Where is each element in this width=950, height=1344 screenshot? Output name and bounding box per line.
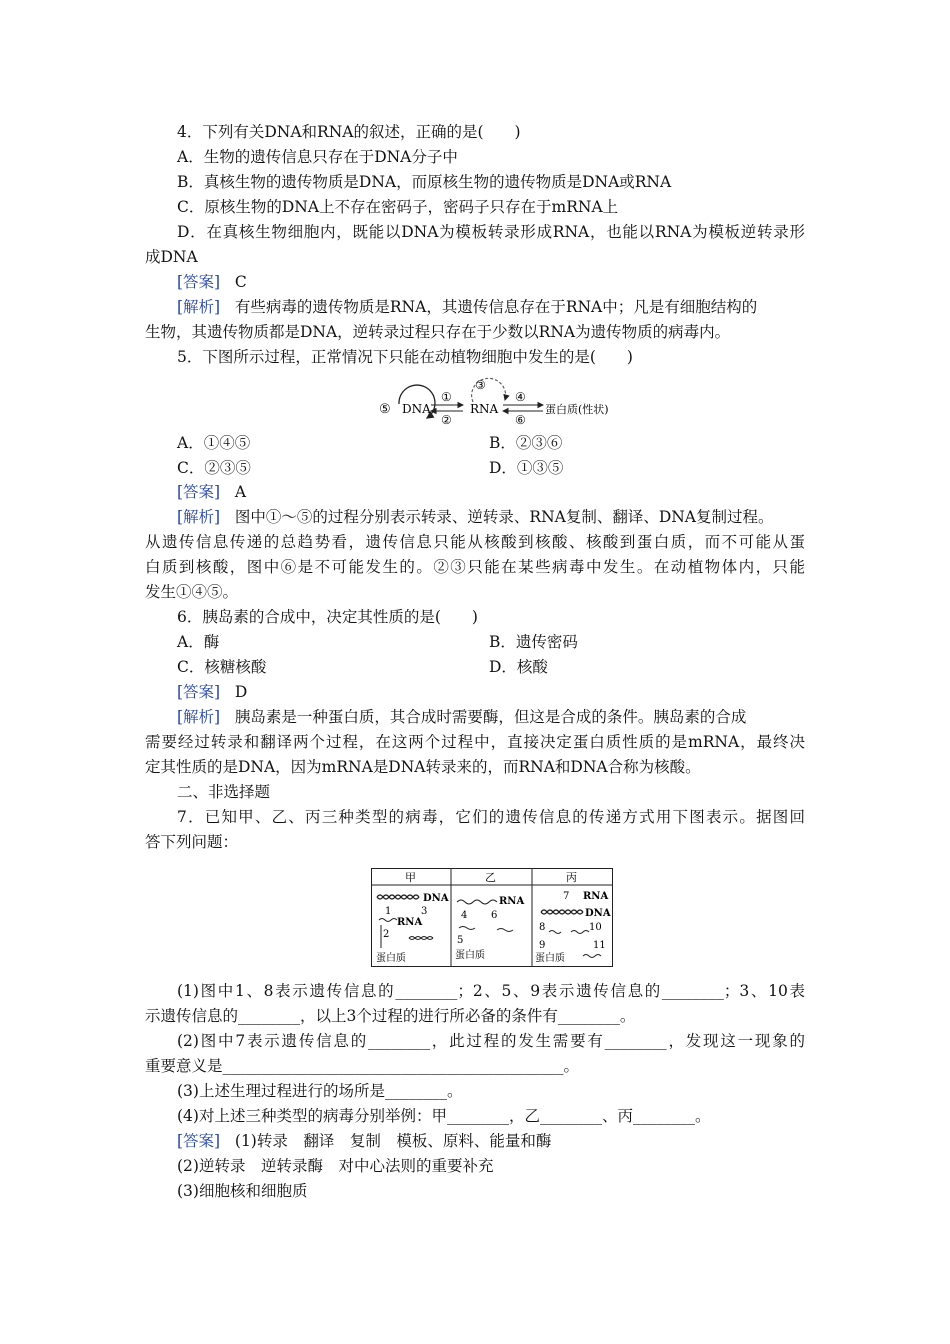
q5-option-a: A．①④⑤ [177,434,251,452]
q7-fig-yi-protein: 蛋白质 [455,950,485,961]
q7-fig-bing-n8: 8 [539,922,546,933]
q7-fig-col-yi: 乙 [485,871,496,884]
q4-analysis-text1: 有些病毒的遗传物质是RNA，其遗传信息存在于RNA中；凡是有细胞结构的 [234,298,758,316]
q7-fig-jia-n1: 1 [385,906,392,917]
q5-analysis-line3: 白质到核酸，图中⑥是不可能发生的。②③只能在某些病毒中发生。在动植物体内，只能 [145,558,805,576]
q7-part2-line1: (2)图中7表示遗传信息的________，此过程的发生需要有________，发现这一现象的 [177,1032,805,1050]
q5-fig-num5: ⑤ [379,402,391,417]
q5-analysis-line1 [177,507,774,527]
q6-analysis-line1 [177,707,746,727]
q7-fig-jia-rna-wave [379,919,397,922]
q5-central-dogma-figure [375,376,615,428]
q7-fig-bing-n7: 7 [563,891,570,902]
q7-part2-line2: 重要意义是____________________________________________。 [145,1057,580,1075]
q4-option-c: C．原核生物的DNA上不存在密码子，密码子只存在于mRNA上 [177,198,619,216]
q5-fig-num2: ② [441,413,452,427]
answer-tag: [答案] [177,273,221,291]
q7-answer-3: (3)细胞核和细胞质 [177,1182,308,1200]
q7-fig-jia-n3: 3 [421,906,428,917]
q7-fig-yi-rna: RNA [499,896,525,907]
q6-answer [177,682,247,702]
q7-part1-line1: (1)图中1、8表示遗传信息的________；2、5、9表示遗传信息的________；3、10表 [177,982,805,1000]
q7-part1-line2: 示遗传信息的________，以上3个过程的进行所必备的条件有________。 [145,1007,636,1025]
q5-analysis-line4: 发生①④⑤。 [145,583,239,601]
q5-option-b: B．②③⑥ [489,434,563,452]
q6-analysis-line2: 需要经过转录和翻译两个过程，在这两个过程中，直接决定蛋白质性质的是mRNA，最终决 [145,733,805,751]
q4-analysis-line2: 生物，其遗传物质都是DNA，逆转录过程只存在于少数以RNA为遗传物质的病毒内。 [145,323,731,341]
q7-fig-yi-rna-wave [457,900,497,904]
analysis-tag: [解析] [177,508,221,526]
q5-fig-num1: ① [441,390,452,404]
analysis-tag: [解析] [177,708,221,726]
q7-fig-yi-n6: 6 [491,910,498,921]
q7-fig-col-jia: 甲 [405,871,416,884]
answer-tag: [答案] [177,1132,221,1150]
q6-option-a: A．酶 [177,633,220,651]
q7-part4: (4)对上述三种类型的病毒分别举例：甲________，乙________、丙________。 [177,1107,711,1125]
q7-part3: (3)上述生理过程进行的场所是________。 [177,1082,463,1100]
q5-answer-value: A [234,483,247,501]
q7-fig-jia-protein: 蛋白质 [376,953,406,964]
q7-fig-bing-n9: 9 [539,940,546,951]
q5-fig-num3: ③ [475,378,486,392]
q7-fig-jia-dna: DNA [423,893,449,904]
q5-answer [177,482,246,502]
q7-virus-figure [371,868,613,968]
q4-answer-value: C [234,273,247,291]
q4-option-b: B．真核生物的遗传物质是DNA，而原核生物的遗传物质是DNA或RNA [177,173,672,191]
q7-fig-col-bing: 丙 [566,871,577,884]
q7-fig-bing-n10: 10 [589,922,602,933]
q7-fig-bing-dna: DNA [585,908,611,919]
q5-analysis-line2: 从遗传信息传递的总趋势看，遗传信息只能从核酸到核酸、核酸到蛋白质，而不可能从蛋 [145,533,805,551]
q7-stem-line1: 7．已知甲、乙、丙三种类型的病毒，它们的遗传信息的传递方式用下图表示。据图回 [177,808,805,826]
q7-fig-yi-n4: 4 [461,910,468,921]
q7-answer-1: (1)转录 翻译 复制 模板、原料、能量和酶 [234,1132,552,1150]
q4-stem: 4．下列有关DNA和RNA的叙述，正确的是( ) [177,123,521,141]
q7-fig-bing-protein: 蛋白质 [535,953,565,964]
q6-analysis-text1: 胰岛素是一种蛋白质，其合成时需要酶，但这是合成的条件。胰岛素的合成 [234,708,747,726]
q4-option-d-line2: 成DNA [145,248,198,266]
q5-fig-dna: DNA [402,402,431,416]
q7-fig-jia-rna: RNA [397,917,423,928]
q5-option-c: C．②③⑤ [177,459,251,477]
q5-fig-num6: ⑥ [515,413,526,427]
q7-stem-line2: 答下列问题： [145,833,239,851]
section-heading: 二、非选择题 [177,783,271,801]
q6-option-c: C．核糖核酸 [177,658,267,676]
q5-option-d: D．①③⑤ [489,459,564,477]
q7-answer-2: (2)逆转录 逆转录酶 对中心法则的重要补充 [177,1157,494,1175]
q5-fig-num4: ④ [515,390,526,404]
q6-option-b: B．遗传密码 [489,633,578,651]
q7-answer-line1 [177,1131,551,1151]
q6-stem: 6．胰岛素的合成中，决定其性质的是( ) [177,608,478,626]
q6-analysis-line3: 定其性质的是DNA，因为mRNA是DNA转录来的，而RNA和DNA合称为核酸。 [145,758,701,776]
analysis-tag: [解析] [177,298,221,316]
q4-option-d-line1: D．在真核生物细胞内，既能以DNA为模板转录形成RNA，也能以RNA为模板逆转录形 [177,223,805,241]
q4-option-a: A．生物的遗传信息只存在于DNA分子中 [177,148,458,166]
q7-fig-bing-rna: RNA [583,891,609,902]
answer-tag: [答案] [177,483,221,501]
q5-fig-rna: RNA [470,402,499,416]
q7-fig-jia-n2: 2 [383,929,390,940]
q7-fig-yi-n5: 5 [457,935,464,946]
q5-fig-protein: 蛋白质(性状) [545,403,609,416]
q5-analysis-text1: 图中①～⑤的过程分别表示转录、逆转录、RNA复制、翻译、DNA复制过程。 [234,508,774,526]
answer-tag: [答案] [177,683,221,701]
q7-fig-bing-n11: 11 [593,940,606,951]
q4-analysis-line1 [177,297,757,317]
q6-option-d: D．核酸 [489,658,548,676]
q6-answer-value: D [234,683,248,701]
q5-stem: 5．下图所示过程，正常情况下只能在动植物细胞中发生的是( ) [177,348,633,366]
q4-answer [177,272,247,292]
